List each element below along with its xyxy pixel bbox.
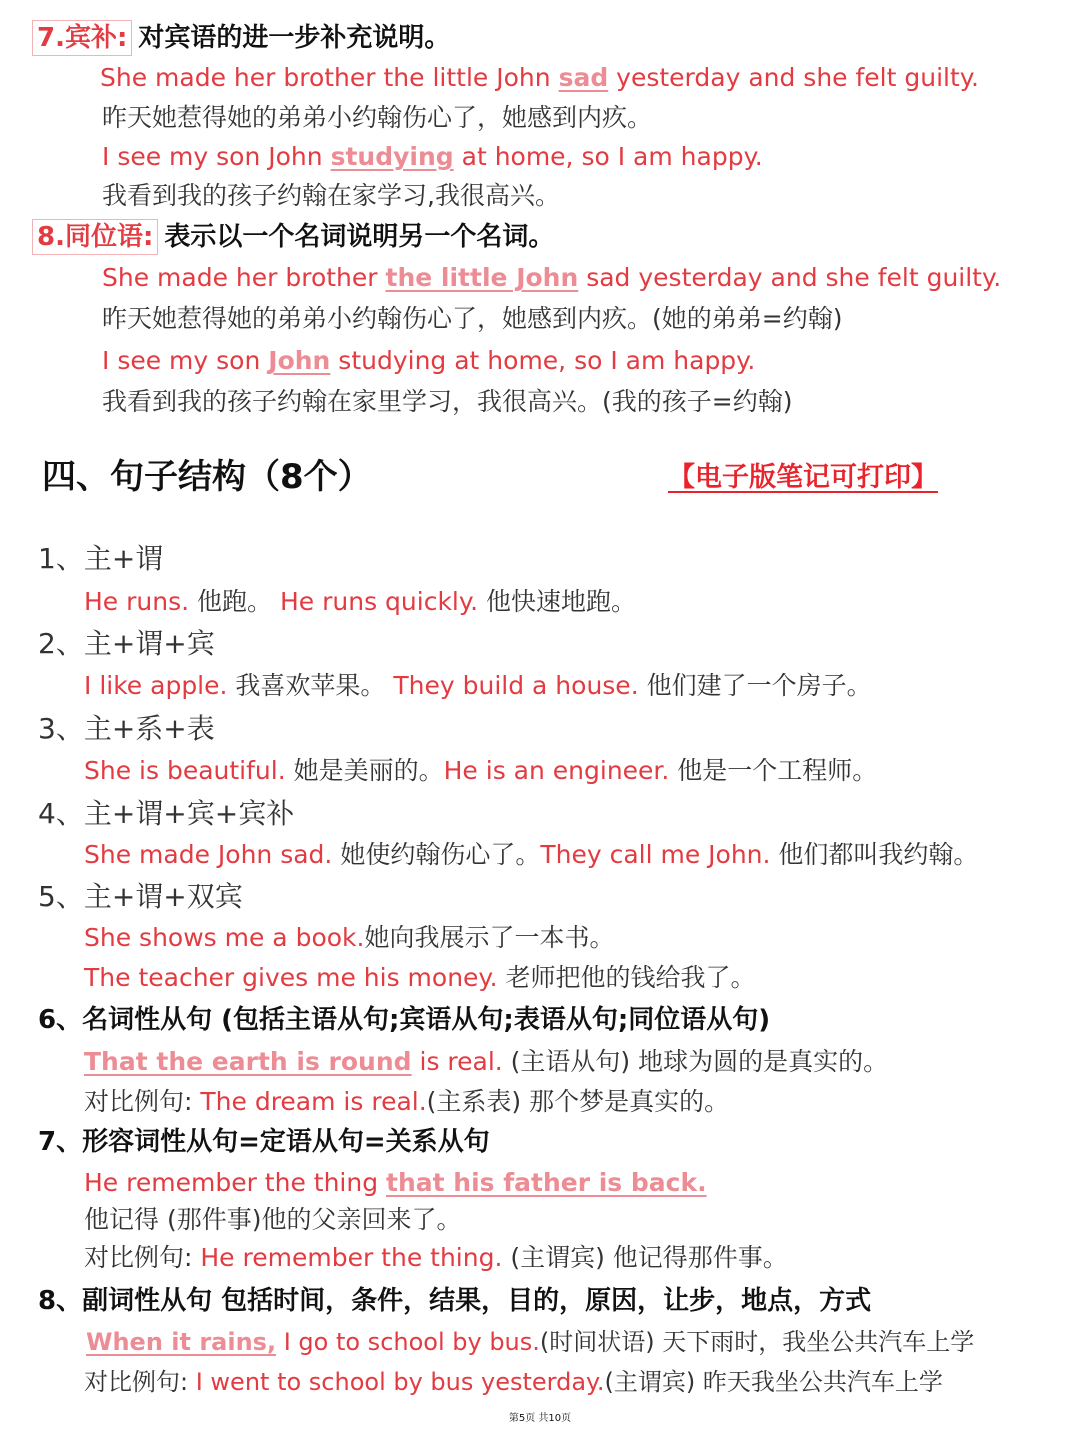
item-5-line-2 <box>84 961 756 995</box>
en-text: I went to school by bus yesterday. <box>195 1368 605 1396</box>
en-text: I like apple. <box>84 671 228 700</box>
item-6-line-1 <box>84 1045 888 1079</box>
sec8-heading <box>32 219 554 255</box>
sec7-example-1 <box>100 61 979 95</box>
cn-text: 他们建了一个房子。 <box>638 671 872 700</box>
cn-text: 他跑。 <box>189 587 280 616</box>
item-8-line-2 <box>84 1365 943 1399</box>
sec7-heading <box>32 20 450 56</box>
cn-text: (主系表) 那个梦是真实的。 <box>426 1087 730 1116</box>
sec7-example-2 <box>102 140 763 174</box>
cn-text: (主语从句) 地球为圆的是真实的。 <box>502 1047 889 1076</box>
text-part: She made her brother the little John <box>100 63 559 92</box>
highlight: John <box>268 346 331 375</box>
compare-lead: 对比例句: <box>84 1243 201 1272</box>
sec7-example-1-cn: 昨天她惹得她的弟弟小约翰伤心了，她感到内疚。 <box>102 103 653 132</box>
sec7-tag: 7.宾补: <box>32 20 132 56</box>
page-footer: 第5页 共10页 <box>508 1413 572 1424</box>
item-2-head: 2、主+谓+宾 <box>38 627 215 660</box>
item-8-line-1 <box>86 1325 974 1359</box>
highlight: the little John <box>385 263 579 292</box>
en-text: The teacher gives me his money. <box>84 963 498 992</box>
item-1-head: 1、主+谓 <box>38 542 164 575</box>
item-7-line-2: 他记得 (那件事)他的父亲回来了。 <box>84 1205 462 1234</box>
item-7-head: 7、形容词性从句=定语从句=关系从句 <box>38 1127 490 1157</box>
print-banner-text: 【电子版笔记可打印】 <box>668 462 938 493</box>
cn-text: 他快速地跑。 <box>478 587 637 616</box>
sec8-example-1 <box>102 261 1001 295</box>
cn-text: 他们都叫我约翰。 <box>770 840 979 869</box>
item-3-line <box>84 754 877 788</box>
en-text: The dream is real. <box>200 1087 427 1116</box>
item-4-head: 4、主+谓+宾+宾补 <box>38 797 295 830</box>
item-2-line <box>84 669 872 703</box>
cn-text: 她向我展示了一本书。 <box>364 923 615 952</box>
en-text: She is beautiful. <box>84 756 286 785</box>
item-6-line-2 <box>84 1085 729 1119</box>
item-3-head: 3、主+系+表 <box>38 712 215 745</box>
sec8-tag: 8.同位语: <box>32 219 158 255</box>
cn-text: (时间状语) 天下雨时，我坐公共汽车上学 <box>539 1328 975 1356</box>
compare-lead: 对比例句: <box>84 1087 201 1116</box>
item-5-line-1 <box>84 921 614 955</box>
text-part: She made her brother <box>102 263 386 292</box>
item-7-line-1 <box>84 1166 707 1200</box>
cn-text: 她是美丽的。 <box>285 756 444 785</box>
highlight: That the earth is round <box>84 1047 412 1076</box>
text-part: studying at home, so I am happy. <box>330 346 756 375</box>
cn-text: 我喜欢苹果。 <box>227 671 394 700</box>
item-5-head: 5、主+谓+双宾 <box>38 880 243 913</box>
item-4-line <box>84 838 978 872</box>
cn-text: (主谓宾) 昨天我坐公共汽车上学 <box>604 1368 943 1396</box>
en-text: He runs quickly. <box>279 587 479 616</box>
sec8-example-2 <box>102 344 755 378</box>
en-text: She made John sad. <box>84 840 333 869</box>
text-part: I see my son <box>102 346 269 375</box>
en-text: He is an engineer. <box>443 756 670 785</box>
item-8-head: 8、副词性从句 包括时间，条件，结果，目的，原因，让步，地点，方式 <box>38 1286 872 1316</box>
en-text: She shows me a book. <box>84 923 365 952</box>
compare-lead: 对比例句: <box>84 1368 196 1396</box>
en-text: He runs. <box>84 587 190 616</box>
text-part: at home, so I am happy. <box>453 142 763 171</box>
sec8-desc: 表示以一个名词说明另一个名词。 <box>164 222 555 252</box>
highlight: sad <box>558 63 609 92</box>
cn-text: 她使约翰伤心了。 <box>332 840 541 869</box>
en-text: He remember the thing. <box>200 1243 503 1272</box>
highlight: studying <box>330 142 454 171</box>
sec7-example-2-cn: 我看到我的孩子约翰在家学习,我很高兴。 <box>102 181 560 210</box>
item-7-line-3 <box>84 1241 788 1275</box>
cn-text: (主谓宾) 他记得那件事。 <box>502 1243 788 1272</box>
en-text: He remember the thing <box>84 1168 387 1197</box>
section-title: 四、句子结构（8个） <box>42 457 372 497</box>
highlight: When it rains, <box>86 1328 277 1356</box>
text-part: yesterday and she felt guilty. <box>608 63 979 92</box>
en-text: is real. <box>411 1047 503 1076</box>
cn-text: 老师把他的钱给我了。 <box>497 963 756 992</box>
item-6-head: 6、名词性从句 (包括主语从句;宾语从句;表语从句;同位语从句) <box>38 1005 771 1035</box>
cn-text: 他是一个工程师。 <box>669 756 878 785</box>
print-banner <box>668 458 938 498</box>
highlight: that his father is back. <box>386 1168 707 1197</box>
sec7-desc: 对宾语的进一步补充说明。 <box>138 23 451 53</box>
en-text: They build a house. <box>393 671 639 700</box>
text-part: sad yesterday and she felt guilty. <box>578 263 1002 292</box>
item-1-line <box>84 585 636 619</box>
en-text: They call me John. <box>540 840 771 869</box>
sec8-example-2-cn: 我看到我的孩子约翰在家里学习，我很高兴。(我的孩子=约翰) <box>102 387 793 416</box>
sec8-example-1-cn: 昨天她惹得她的弟弟小约翰伤心了，她感到内疚。(她的弟弟=约翰) <box>102 304 843 333</box>
text-part: I see my son John <box>102 142 331 171</box>
en-text: I go to school by bus. <box>276 1328 540 1356</box>
